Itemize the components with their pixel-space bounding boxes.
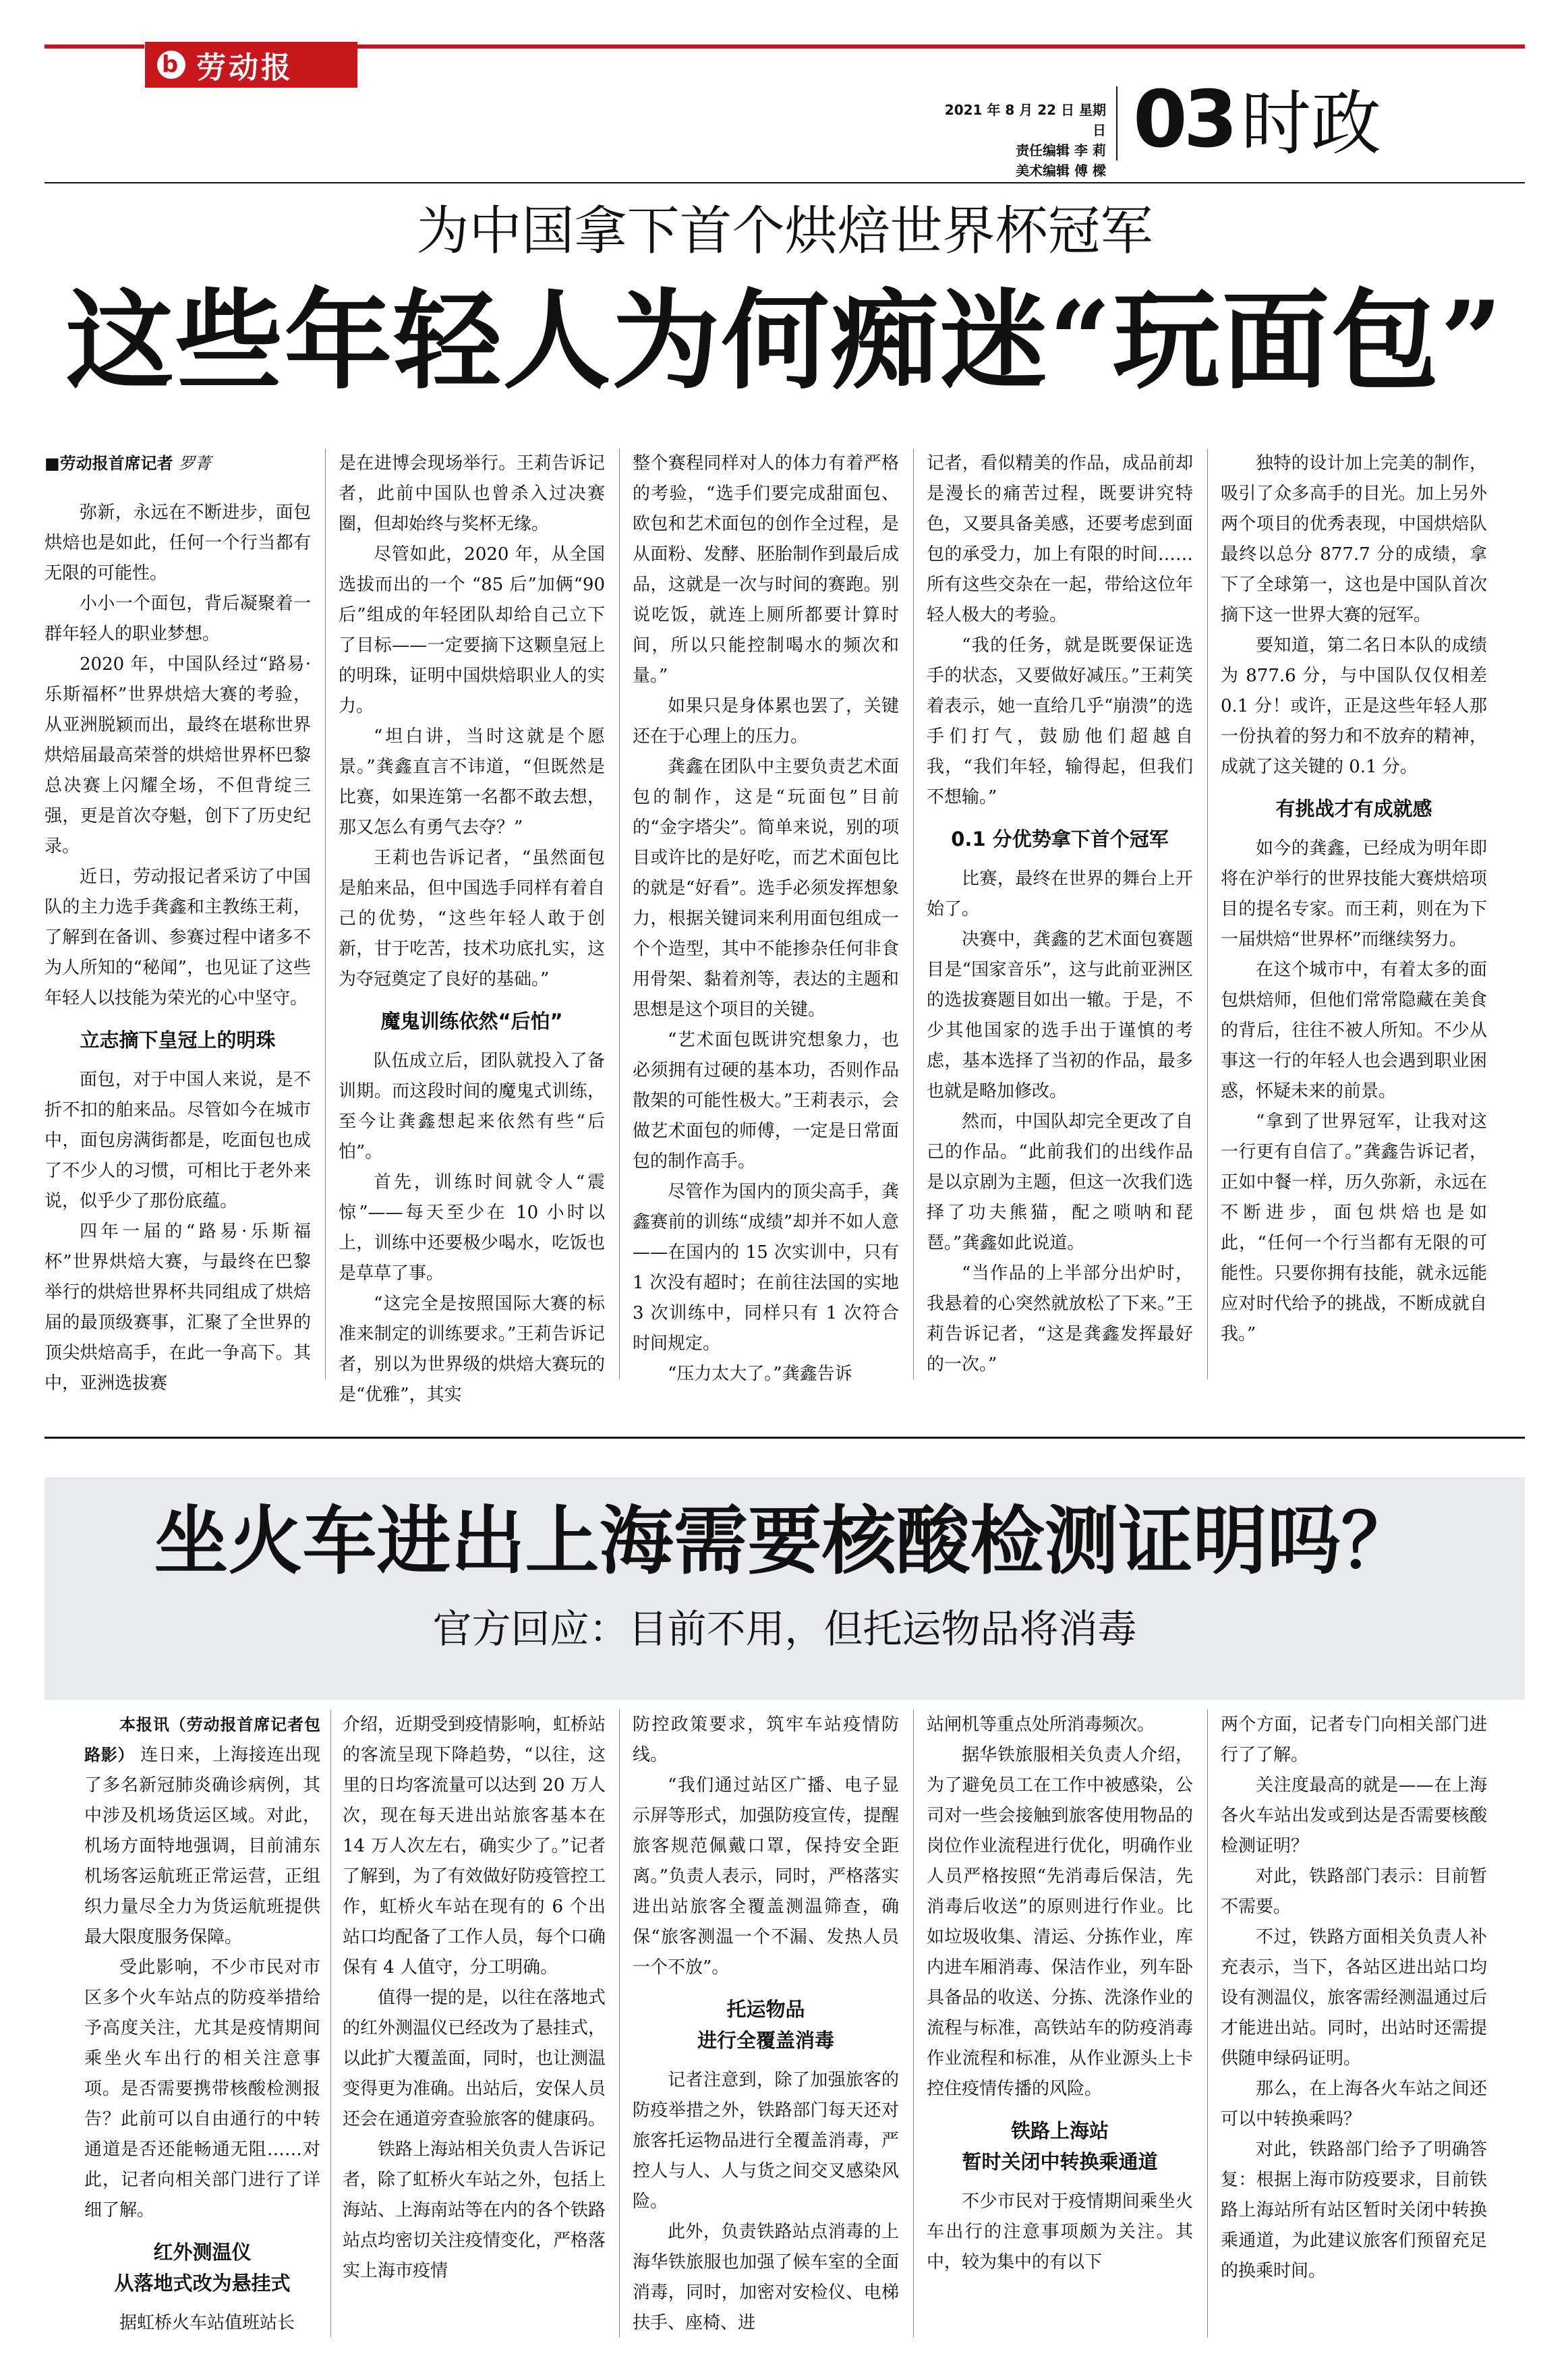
paragraph: 尽管如此，2020 年，从全国选拔而出的一个 “85 后”加俩“90 后”组成的年轻团队却给自己立下了目标——一定要摘下这颗皇冠上的明珠，证明中国烘焙职业人的实力。 <box>339 544 605 716</box>
paragraph: 然而，中国队却完全更改了自己的作品。“此前我们的出线作品是以京剧为主题，但这一次我们选择了功夫熊猫，配之唢呐和琵琶。”龚鑫如此说道。 <box>927 1112 1193 1253</box>
subheading <box>84 2237 320 2299</box>
paragraph: 王莉也告诉记者，“虽然面包是舶来品，但中国选手同样有着自己的优势，“这些年轻人敢于创新，甘于吃苦，技术功底扎实，这为夺冠奠定了良好的基础。” <box>339 848 605 989</box>
subheading <box>927 2115 1193 2177</box>
subheading <box>633 1994 899 2056</box>
article2-col1 <box>84 1710 320 2338</box>
page-number-divider <box>1116 86 1117 161</box>
paragraph: 铁路上海站相关负责人告诉记者，除了虹桥火车站之外，包括上海站、上海南站等在内的各个铁路站点均密切关注疫情变化，严格落实上海市疫情 <box>343 2139 606 2281</box>
paragraph: 据虹桥火车站值班站长 <box>119 2313 295 2333</box>
article-divider <box>45 1437 1525 1439</box>
column-rule <box>619 1710 620 2337</box>
paragraph: “艺术面包既讲究想象力，也必须拥有过硬的基本功，否则作品散架的可能性极大。”王莉表示，会做艺术面包的师傅，一定是日常面包的制作高手。 <box>633 1030 899 1172</box>
paragraph: 面包，对于中国人来说，是不折不扣的舶来品。尽管如今在城市中，面包房满街都是，吃面包也成了不少人的习惯，可相比于老外来说，似乎少了那份底蕴。 <box>45 1070 311 1211</box>
paper-name: 劳动报 <box>196 51 293 85</box>
newspaper-logo <box>145 42 357 88</box>
paragraph: 据华铁旅服相关负责人介绍，为了避免员工在工作中被感染，公司对一些会接触到旅客使用物品的岗位作业流程进行优化，明确作业人员严格按照“先消毒后保洁，先消毒后收送”的原则进行作业。比如垃圾收集、清运、分拣作业，库内进车厢消毒、保洁作业，列车卧具备品的收送、分拣、洗涤作业的流程与标准，高铁站车的防疫消毒作业流程和标准，从作业源头上卡控住疫情传播的风险。 <box>927 1745 1193 2099</box>
header-divider <box>45 182 1525 183</box>
paragraph: “拿到了世界冠军，让我对这一行更有自信了。”龚鑫告诉记者，正如中餐一样，历久弥新，永远在不断进步，面包烘焙也是如此，“任何一个行当都有无限的可能性。只要你拥有技能，就永远能应对时代给予的挑战，不断成就自我。” <box>1221 1112 1487 1344</box>
column-rule <box>619 449 620 1379</box>
subheading-line: 进行全覆盖消毒 <box>697 2029 834 2052</box>
article2-byline-label: 本报讯（劳动报首席记者 <box>119 1715 304 1734</box>
paragraph: 介绍，近期受到疫情影响，虹桥站的客流呈现下降趋势，“以往，这里的日均客流量可以达到 20 万人次，现在每天进出站旅客基本在 14 万人次左右，确实少了。”记者了解到，为了有效做好防疫管控工作，虹桥火车站在现有的 6 个出站口均配备了工作人员，每个口确保有 4 人值守，分工明确。 <box>343 1715 606 1978</box>
article2-col2 <box>343 1710 606 2287</box>
article2-lead <box>84 1710 320 1953</box>
subheading-line: 托运物品 <box>726 1998 805 2021</box>
paragraph: 对此，铁路部门给予了明确答复：根据上海市防疫要求，目前铁路上海站所有站区暂时关闭中转换乘通道，为此建议旅客们预留充足的换乘时间。 <box>1221 2139 1487 2281</box>
paragraph: 要知道，第二名日本队的成绩为 877.6 分，与中国队仅仅相差 0.1 分！或许，正是这些年轻人那一份执着的努力和不放弃的精神，成就了这关键的 0.1 分。 <box>1221 635 1487 777</box>
paragraph: 决赛中，龚鑫的艺术面包赛题目是“国家音乐”，这与此前亚洲区的选拔赛题目如出一辙。于是，不少其他国家的选手出于谨慎的考虑，基本选择了当初的作品，最多也就是略加修改。 <box>927 929 1193 1101</box>
logo-icon: b <box>157 51 185 79</box>
paragraph: 不少市民对于疫情期间乘坐火车出行的注意事项颇为关注。其中，较为集中的有以下 <box>927 2191 1193 2272</box>
article1-kicker: 为中国拿下首个烘焙世界杯冠军 <box>416 201 1153 262</box>
column-rule <box>325 449 326 1379</box>
article2-col5 <box>1221 1710 1487 2287</box>
paragraph: 记者注意到，除了加强旅客的防疫举措之外，铁路部门每天还对旅客托运物品进行全覆盖消毒，严控人与人、人与货之间交叉感染风险。 <box>633 2070 899 2212</box>
subheading-line: 铁路上海站 <box>1010 2119 1109 2142</box>
paragraph: 队伍成立后，团队就投入了备训期。而这段时间的魔鬼式训练，至今让龚鑫想起来依然有些“后怕”。 <box>339 1051 605 1162</box>
paragraph: 那么，在上海各火车站之间还可以中转换乘吗？ <box>1221 2079 1487 2129</box>
paragraph: 2020 年，中国队经过“路易·乐斯福杯”世界烘焙大赛的考验，从亚洲脱颖而出，最终在堪称世界烘焙届最高荣誉的烘焙世界杯巴黎总决赛上闪耀全场，不但背绽三强，更是首次夺魁，创下了历史纪录。 <box>45 654 311 857</box>
article1-headline: 这些年轻人为何痴迷“玩面包” <box>65 277 1504 404</box>
paragraph: 对此，铁路部门表示：目前暂不需要。 <box>1221 1866 1487 1917</box>
column-rule <box>330 1710 331 2337</box>
paragraph: 小小一个面包，背后凝聚着一群年轻人的职业梦想。 <box>45 594 311 644</box>
masthead-rule-right <box>357 45 1525 49</box>
paragraph: 比赛，最终在世界的舞台上开始了。 <box>927 869 1193 919</box>
section-name: 时政 <box>1241 82 1382 165</box>
article1-col3 <box>633 449 899 1389</box>
art-editor: 美术编辑 傅 樑 <box>1016 163 1106 179</box>
paragraph: 两个方面，记者专门向相关部门进行了了解。 <box>1221 1715 1487 1765</box>
article1-byline-label: ■劳动报首席记者 <box>45 454 173 473</box>
paragraph: 此外，负责铁路站点消毒的上海华铁旅服也加强了候车室的全面消毒，同时，加密对安检仪、电梯扶手、座椅、进 <box>633 2222 899 2333</box>
paragraph: 受此影响，不少市民对市区多个火车站点的防疫举措给予高度关注，尤其是疫情期间乘坐火车出行的相关注意事项。是否需要携带核酸检测报告？此前可以自由通行的中转通道是否还能畅通无阻……对此，记者向相关部门进行了详细了解。 <box>84 1957 320 2220</box>
column-rule <box>1207 1710 1208 2337</box>
paragraph: 独特的设计加上完美的制作，吸引了众多高手的目光。加上另外两个项目的优秀表现，中国烘焙队最终以总分 877.7 分的成绩，拿下了全球第一，这也是中国队首次摘下这一世界大赛的冠军。 <box>1221 453 1487 625</box>
paragraph: 在这个城市中，有着太多的面包烘焙师，但他们常常隐藏在美食的背后，往往不被人所知。不少从事这一行的年轻人也会遇到职业困惑，怀疑未来的前景。 <box>1221 960 1487 1101</box>
subheading: 立志摘下皇冠上的明珠 <box>80 1029 276 1052</box>
column-rule <box>913 1710 914 2337</box>
paragraph: “当作品的上半部分出炉时，我悬着的心突然就放松了下来。”王莉告诉记者，“这是龚鑫发挥最好的一次。” <box>927 1263 1193 1375</box>
article2-col4 <box>927 1710 1193 2278</box>
issue-info <box>937 100 1106 181</box>
column-rule <box>913 449 914 1379</box>
paragraph: 龚鑫在团队中主要负责艺术面包的制作，这是“玩面包”目前的“金字塔尖”。简单来说，别的项目或许比的是好吃，而艺术面包比的就是“好看”。选手必须发挥想象力，根据关键词来利用面包组成一个个造型，其中不能掺杂任何非食用骨架、黏着剂等，表达的主题和思想是这个项目的关键。 <box>633 757 899 1020</box>
paragraph: “这完全是按照国际大赛的标准来制定的训练要求。”王莉告诉记者，别以为世界级的烘焙大赛玩的是“优雅”，其实 <box>339 1294 605 1405</box>
article1-col5 <box>1221 449 1487 1350</box>
subheading: 有挑战才有成就感 <box>1275 797 1432 820</box>
subheading-line: 暂时关闭中转换乘通道 <box>962 2150 1158 2173</box>
paragraph: “我们通过站区广播、电子显示屏等形式，加强防疫宣传，提醒旅客规范佩戴口罩，保持安全距离。”负责人表示，同时，严格落实进出站旅客全覆盖测温筛查，确保“旅客测温一个不漏、发热人员一个不放”。 <box>633 1775 899 1978</box>
column-rule <box>1207 449 1208 1379</box>
paragraph: 如今的龚鑫，已经成为明年即将在沪举行的世界技能大赛烘焙项目的提名专家。而王莉，则在为下一届烘焙“世界杯”而继续努力。 <box>1221 838 1487 950</box>
subheading-line: 从落地式改为悬挂式 <box>114 2272 291 2295</box>
paragraph: 关注度最高的就是——在上海各火车站出发或到达是否需要核酸检测证明？ <box>1221 1775 1487 1856</box>
article1-col1 <box>45 449 311 1399</box>
subheading: 魔鬼训练依然“后怕” <box>380 1010 563 1033</box>
article2-col3 <box>633 1710 899 2338</box>
article1-byline <box>45 449 311 479</box>
paragraph: 尽管作为国内的顶尖高手，龚鑫赛前的训练“成绩”却并不如人意——在国内的 15 次实训中，只有 1 次没有超时；在前往法国的实地 3 次训练中，同样只有 1 次符合时间规定。 <box>633 1182 899 1354</box>
article2-lead-text: 连日来，上海接连出现了多名新冠肺炎确诊病例，其中涉及机场货运区域。对此，机场方面特地强调，目前浦东机场客运航班正常运营，正组织力量尽全力为货运航班提供最大限度服务保障。 <box>84 1745 320 1947</box>
masthead-rule-left <box>45 45 144 49</box>
paragraph: 值得一提的是，以往在落地式的红外测温仪已经改为了悬挂式，以此扩大覆盖面，同时，也让测温变得更为准确。出站后，安保人员还会在通道旁查验旅客的健康码。 <box>343 1988 606 2129</box>
paragraph: 整个赛程同样对人的体力有着严格的考验，“选手们要完成甜面包、欧包和艺术面包的创作全过程，是从面粉、发酵、胚胎制作到最后成品，这就是一次与时间的赛跑。别说吃饭，就连上厕所都要计算时间，所以只能控制喝水的频次和量。” <box>633 453 899 686</box>
article1-col2 <box>339 449 605 1410</box>
article2-kicker: 官方回应：目前不用，但托运物品将消毒 <box>432 1606 1137 1652</box>
subheading: 0.1 分优势拿下首个冠军 <box>951 828 1169 851</box>
paragraph: “我的任务，就是既要保证选手的状态，又要做好减压。”王莉笑着表示，她一直给几乎“崩溃”的选手们打气，鼓励他们超越自我，“我们年轻，输得起，但我们不想输。” <box>927 635 1193 807</box>
article2-headline: 坐火车进出上海需要核酸检测证明吗？ <box>154 1497 1416 1584</box>
article1-byline-name: 罗菁 <box>179 454 212 473</box>
paragraph: 站闸机等重点处所消毒频次。 <box>927 1715 1155 1735</box>
subheading-line: 红外测温仪 <box>153 2241 252 2264</box>
article1-col4 <box>927 449 1193 1380</box>
issue-date: 2021 年 8 月 22 日 星期日 <box>944 102 1106 138</box>
paragraph: 首先，训练时间就令人“震惊”——每天至少在 10 小时以上，训练中还要极少喝水，吃饭也是草草了事。 <box>339 1172 605 1284</box>
paragraph: 如果只是身体累也罢了，关键还在于心理上的压力。 <box>633 696 899 747</box>
paragraph: 四年一届的“路易·乐斯福杯”世界烘焙大赛，与最终在巴黎举行的烘焙世界杯共同组成了烘焙届的最顶级赛事，汇聚了全世界的顶尖烘焙高手，在此一争高下。其中，亚洲选拔赛 <box>45 1222 311 1394</box>
paragraph: 弥新，永远在不断进步，面包烘焙也是如此，任何一个行当都有无限的可能性。 <box>45 502 311 583</box>
paragraph: “坦白讲，当时这就是个愿景。”龚鑫直言不讳道，“但既然是比赛，如果连第一名都不敢去想，那又怎么有勇气去夺？” <box>339 726 605 838</box>
paragraph: 防控政策要求，筑牢车站疫情防线。 <box>633 1715 899 1765</box>
responsible-editor: 责任编辑 李 莉 <box>1016 142 1106 159</box>
paragraph: 近日，劳动报记者采访了中国队的主力选手龚鑫和主教练王莉，了解到在备训、参赛过程中诸多不为人所知的“秘闻”，也见证了这些年轻人以技能为荣光的心中坚守。 <box>45 867 311 1008</box>
article2-byline-name: 包路影） <box>84 1715 320 1764</box>
paragraph: “压力太大了。”龚鑫告诉 <box>668 1364 852 1384</box>
paragraph: 是在进博会现场举行。王莉告诉记者，此前中国队也曾杀入过决赛圈，但却始终与奖杯无缘。 <box>339 453 605 534</box>
paragraph: 记者，看似精美的作品，成品前却是漫长的痛苦过程，既要讲究特色，又要具备美感，还要考虑到面包的承受力，加上有限的时间……所有这些交杂在一起，带给这位年轻人极大的考验。 <box>927 453 1193 625</box>
paragraph: 不过，铁路方面相关负责人补充表示，当下，各站区进出站口均设有测温仪，旅客需经测温通过后才能进出站。同时，出站时还需提供随申绿码证明。 <box>1221 1927 1487 2069</box>
page-number: 03 <box>1133 74 1234 165</box>
